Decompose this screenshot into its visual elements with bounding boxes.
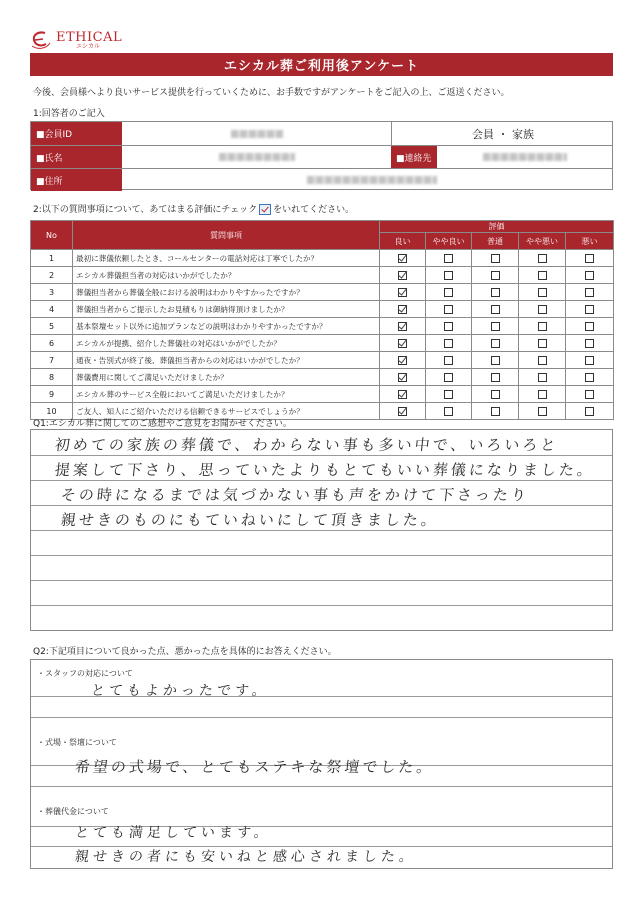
rating-checkbox[interactable]: [491, 390, 500, 399]
question-text: 葬儀担当者からご提示したお見積もりは御納得頂けましたか？: [73, 301, 380, 318]
rating-checkbox[interactable]: [538, 390, 547, 399]
q2-heading: Q2:下記項目について良かった点、悪かった点を具体的にお答えください。: [33, 647, 337, 657]
rating-checkbox[interactable]: [491, 271, 500, 280]
question-row: [31, 267, 614, 284]
rating-checkbox-checked[interactable]: [398, 271, 407, 280]
staff-label: ・スタッフの対応について: [37, 669, 133, 678]
rating-checkbox[interactable]: [538, 407, 547, 416]
question-number: 8: [31, 369, 73, 386]
question-text: 葬儀費用に関してご満足いただけましたか？: [73, 369, 380, 386]
rating-checkbox[interactable]: [444, 356, 453, 365]
rating-checkbox[interactable]: [491, 288, 500, 297]
question-number: 5: [31, 318, 73, 335]
rating-checkbox[interactable]: [491, 322, 500, 331]
rating-checkbox[interactable]: [491, 407, 500, 416]
question-number: 2: [31, 267, 73, 284]
q1-line-2: 提案して下さり、思っていたよりもとてもいい葬儀になりました。: [54, 461, 596, 479]
rating-checkbox[interactable]: [444, 305, 453, 314]
rating-checkbox[interactable]: [444, 271, 453, 280]
question-number: 3: [31, 284, 73, 301]
col-rating-header: 評価: [380, 221, 614, 233]
question-number: 4: [31, 301, 73, 318]
rating-checkbox[interactable]: [538, 288, 547, 297]
rating-checkbox-checked[interactable]: [398, 288, 407, 297]
question-row: [31, 250, 614, 267]
cost-line-1: とても満足しています。: [74, 825, 273, 841]
name-row: [31, 146, 612, 169]
questions-body: [31, 250, 614, 420]
venue-line-1: 希望の式場で、とてもステキな祭壇でした。: [74, 758, 436, 776]
member-type: 会員 ・ 家族: [391, 122, 614, 145]
rating-checkbox[interactable]: [491, 339, 500, 348]
rating-checkbox[interactable]: [585, 271, 594, 280]
question-text: 通夜・告別式が終了後、葬儀担当者からの対応はいかがでしたか？: [73, 352, 380, 369]
question-row: [31, 301, 614, 318]
question-number: 6: [31, 335, 73, 352]
contact-label: ■連絡先: [391, 146, 437, 168]
cost-line-2: 親せきの者にも安いねと感心されました。: [74, 849, 418, 865]
question-number: 1: [31, 250, 73, 267]
rating-checkbox[interactable]: [491, 373, 500, 382]
member-id-value-redacted: [231, 130, 283, 138]
question-text: 最初に葬儀依頼したとき、コールセンターの電話対応は丁寧でしたか？: [73, 250, 380, 267]
q2-answer-box: [30, 659, 613, 869]
rating-checkbox[interactable]: [444, 254, 453, 263]
respondent-info: [30, 121, 613, 190]
rating-fairly-good-header: やや良い: [426, 233, 472, 250]
rating-normal-header: 普通: [472, 233, 519, 250]
question-number: 7: [31, 352, 73, 369]
rating-checkbox[interactable]: [538, 322, 547, 331]
rating-checkbox[interactable]: [444, 373, 453, 382]
rating-checkbox[interactable]: [585, 356, 594, 365]
col-no-header: No: [31, 221, 73, 250]
rating-checkbox-checked[interactable]: [398, 322, 407, 331]
rating-checkbox[interactable]: [585, 288, 594, 297]
q1-line-1: 初めての家族の葬儀で、わからない事も多い中で、いろいろと: [54, 436, 560, 454]
rating-checkbox-checked[interactable]: [398, 339, 407, 348]
question-text: ご友人、知人にご紹介いただける信頼できるサービスでしょうか？: [73, 403, 380, 420]
rating-checkbox[interactable]: [585, 407, 594, 416]
address-row: [31, 169, 612, 191]
q1-heading: Q1:エシカル葬に関してのご感想やご意見をお聞かせください。: [33, 419, 292, 429]
rating-checkbox[interactable]: [444, 288, 453, 297]
rating-checkbox[interactable]: [538, 271, 547, 280]
ethical-logo-icon: [30, 29, 52, 51]
rating-checkbox[interactable]: [585, 322, 594, 331]
question-text: エシカルが提携、紹介した葬儀社の対応はいかがでしたか？: [73, 335, 380, 352]
question-text: 基本祭壇セット以外に追加プランなどの説明はわかりやすかったですか？: [73, 318, 380, 335]
col-question-header: 質問事項: [73, 221, 380, 250]
rating-checkbox[interactable]: [538, 339, 547, 348]
rating-checkbox[interactable]: [444, 322, 453, 331]
rating-checkbox[interactable]: [444, 407, 453, 416]
questions-table: [30, 220, 614, 420]
address-label: ■住所: [31, 169, 122, 191]
member-id-row: [31, 122, 612, 146]
rating-checkbox-checked[interactable]: [398, 305, 407, 314]
cost-label: ・葬儀代金について: [37, 807, 109, 816]
question-row: [31, 284, 614, 301]
venue-label: ・式場・祭壇について: [37, 738, 117, 747]
rating-checkbox-checked[interactable]: [398, 407, 407, 416]
staff-line-1: とてもよかったです。: [90, 683, 271, 699]
question-number: 10: [31, 403, 73, 420]
intro-text: 今後、会員様へより良いサービス提供を行っていくために、お手数ですがアンケートをご記入の上、ご返送ください。: [33, 88, 510, 98]
q1-answer-box: [30, 429, 613, 631]
question-row: [31, 386, 614, 403]
address-value-redacted: [307, 176, 437, 184]
rating-checkbox[interactable]: [538, 356, 547, 365]
question-row: [31, 318, 614, 335]
section1-heading: 1:回答者のご記入: [33, 109, 105, 119]
rating-checkbox[interactable]: [444, 339, 453, 348]
q1-line-4: 親せきのものにもていねいにして頂きました。: [60, 511, 440, 529]
question-text: エシカル葬のサービス全般においてご満足いただけましたか？: [73, 386, 380, 403]
name-label: ■氏名: [31, 146, 122, 168]
question-row: [31, 369, 614, 386]
rating-checkbox[interactable]: [585, 339, 594, 348]
rating-checkbox[interactable]: [585, 373, 594, 382]
question-row: [31, 352, 614, 369]
brand-logo: [30, 28, 122, 52]
rating-fairly-bad-header: やや悪い: [519, 233, 566, 250]
brand-name: ETHICAL: [56, 29, 123, 45]
rating-checkbox[interactable]: [444, 390, 453, 399]
rating-checkbox[interactable]: [585, 305, 594, 314]
question-row: [31, 335, 614, 352]
checkbox-sample-icon: [259, 204, 271, 215]
q1-line-3: その時になるまでは気づかない事も声をかけて下さったり: [60, 486, 530, 504]
form-title: エシカル葬ご利用後アンケート: [30, 53, 613, 76]
section2-heading: 2:以下の質問事項について、あてはまる評価にチェック をいれてください。: [33, 205, 355, 215]
rating-checkbox[interactable]: [538, 254, 547, 263]
rating-checkbox[interactable]: [585, 254, 594, 263]
rating-good-header: 良い: [380, 233, 426, 250]
contact-value-redacted: [483, 153, 567, 161]
rating-checkbox-checked[interactable]: [398, 373, 407, 382]
question-number: 9: [31, 386, 73, 403]
rating-checkbox[interactable]: [538, 373, 547, 382]
rating-checkbox[interactable]: [491, 305, 500, 314]
question-text: エシカル葬儀担当者の対応はいかがでしたか？: [73, 267, 380, 284]
name-value-redacted: [219, 153, 295, 161]
rating-checkbox-checked[interactable]: [398, 254, 407, 263]
rating-checkbox-checked[interactable]: [398, 356, 407, 365]
rating-checkbox[interactable]: [538, 305, 547, 314]
rating-checkbox-checked[interactable]: [398, 390, 407, 399]
rating-checkbox[interactable]: [491, 356, 500, 365]
brand-sub: エシカル: [76, 42, 101, 50]
rating-checkbox[interactable]: [585, 390, 594, 399]
member-id-label: ■会員ID: [31, 122, 122, 145]
question-text: 葬儀担当者から葬儀全般における説明はわかりやすかったですか？: [73, 284, 380, 301]
rating-bad-header: 悪い: [566, 233, 614, 250]
rating-checkbox[interactable]: [491, 254, 500, 263]
